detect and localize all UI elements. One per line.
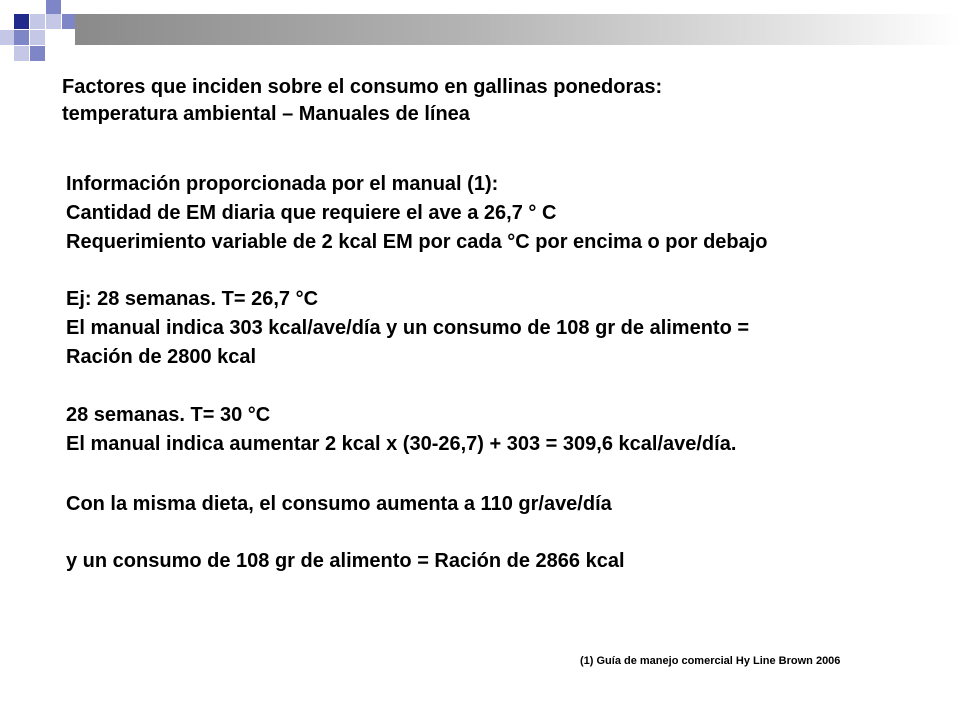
decor-square-mid (14, 30, 29, 45)
decor-square-light (30, 30, 45, 45)
decor-square-dark (14, 14, 29, 29)
info-line-3: Requerimiento variable de 2 kcal EM por cada °C por encima o por debajo (66, 231, 768, 253)
case-block (66, 401, 936, 459)
title-line-2: temperatura ambiental – Manuales de línea (62, 103, 470, 125)
footnote: (1) Guía de manejo comercial Hy Line Brown 2006 (580, 655, 841, 667)
example-line-2: El manual indica 303 kcal/ave/día y un consumo de 108 gr de alimento = (66, 317, 750, 339)
case-line-1: 28 semanas. T= 30 °C (66, 404, 271, 426)
decor-square-mid (46, 0, 61, 14)
decor-square-mid (30, 46, 45, 61)
ration-line-text: y un consumo de 108 gr de alimento = Ración de 2866 kcal (66, 550, 625, 572)
decor-square-mid (62, 14, 75, 29)
decor-square-light (0, 30, 14, 45)
ration-line (66, 547, 936, 576)
info-line-2: Cantidad de EM diaria que requiere el ave a 26,7 ° C (66, 202, 557, 224)
example-block (66, 285, 936, 372)
decor-square-light (46, 14, 61, 29)
example-line-3: Ración de 2800 kcal (66, 346, 257, 368)
diet-line (66, 490, 936, 519)
info-line-1: Información proporcionada por el manual (1): (66, 173, 499, 195)
slide-title (62, 74, 922, 128)
case-line-2: El manual indica aumentar 2 kcal x (30-26,7) + 303 = 309,6 kcal/ave/día. (66, 433, 737, 455)
manual-info-block (66, 170, 936, 257)
title-line-1: Factores que inciden sobre el consumo en gallinas ponedoras: (62, 76, 663, 98)
header-gradient-band (75, 14, 960, 45)
diet-line-text: Con la misma dieta, el consumo aumenta a 110 gr/ave/día (66, 493, 612, 515)
decor-square-light (30, 14, 45, 29)
example-line-1: Ej: 28 semanas. T= 26,7 °C (66, 288, 319, 310)
decor-square-light (14, 46, 29, 61)
